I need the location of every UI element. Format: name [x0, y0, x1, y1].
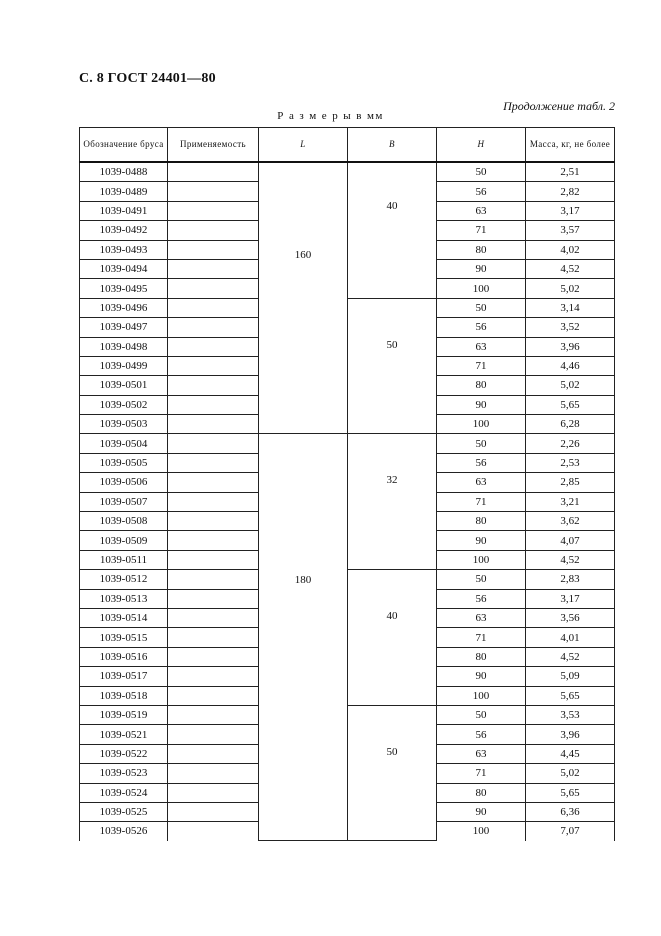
column-header-L: L — [259, 128, 348, 163]
cell-code: 1039-0504 — [80, 434, 168, 453]
cell-mass: 5,02 — [526, 376, 615, 395]
cell-applicability — [168, 783, 259, 802]
cell-mass: 2,85 — [526, 473, 615, 492]
cell-applicability — [168, 279, 259, 298]
continuation-note: Продолжение табл. 2 — [503, 99, 615, 113]
cell-code: 1039-0524 — [80, 783, 168, 802]
cell-L — [259, 162, 348, 434]
cell-H: 90 — [437, 395, 526, 414]
cell-mass: 3,56 — [526, 608, 615, 627]
cell-mass: 5,02 — [526, 764, 615, 783]
cell-mass: 5,02 — [526, 279, 615, 298]
cell-B-value: 50 — [386, 745, 398, 758]
cell-H: 100 — [437, 686, 526, 705]
cell-B — [348, 570, 437, 706]
cell-H: 80 — [437, 512, 526, 531]
cell-code: 1039-0525 — [80, 802, 168, 821]
cell-H: 80 — [437, 647, 526, 666]
cell-H: 56 — [437, 589, 526, 608]
cell-applicability — [168, 376, 259, 395]
cell-applicability — [168, 686, 259, 705]
cell-H: 100 — [437, 415, 526, 434]
cell-mass: 3,17 — [526, 589, 615, 608]
cell-L-value: 180 — [294, 574, 312, 587]
cell-applicability — [168, 744, 259, 763]
cell-L — [259, 434, 348, 841]
cell-H: 63 — [437, 608, 526, 627]
cell-applicability — [168, 453, 259, 472]
cell-mass: 3,52 — [526, 318, 615, 337]
cell-code: 1039-0508 — [80, 512, 168, 531]
cell-applicability — [168, 667, 259, 686]
cell-applicability — [168, 764, 259, 783]
cell-B — [348, 162, 437, 298]
cell-H: 71 — [437, 356, 526, 375]
cell-code: 1039-0518 — [80, 686, 168, 705]
column-header-code: Обозначение бруса — [80, 128, 168, 163]
cell-code: 1039-0498 — [80, 337, 168, 356]
cell-mass: 6,36 — [526, 802, 615, 821]
cell-mass: 2,53 — [526, 453, 615, 472]
cell-code: 1039-0522 — [80, 744, 168, 763]
cell-applicability — [168, 550, 259, 569]
cell-H: 80 — [437, 783, 526, 802]
cell-mass: 5,65 — [526, 395, 615, 414]
cell-applicability — [168, 512, 259, 531]
cell-B-value: 40 — [386, 200, 398, 212]
cell-applicability — [168, 725, 259, 744]
cell-H: 71 — [437, 492, 526, 511]
cell-H: 90 — [437, 259, 526, 278]
cell-H: 50 — [437, 705, 526, 724]
cell-code: 1039-0506 — [80, 473, 168, 492]
cell-applicability — [168, 221, 259, 240]
column-header-H: H — [437, 128, 526, 163]
cell-applicability — [168, 589, 259, 608]
cell-mass: 3,57 — [526, 221, 615, 240]
table-body — [80, 162, 615, 841]
cell-code: 1039-0497 — [80, 318, 168, 337]
cell-applicability — [168, 259, 259, 278]
cell-B-value: 32 — [386, 474, 398, 487]
cell-applicability — [168, 802, 259, 821]
cell-code: 1039-0502 — [80, 395, 168, 414]
cell-applicability — [168, 337, 259, 356]
cell-mass: 4,46 — [526, 356, 615, 375]
cell-mass: 5,65 — [526, 783, 615, 802]
cell-code: 1039-0507 — [80, 492, 168, 511]
cell-code: 1039-0496 — [80, 298, 168, 317]
cell-mass: 6,28 — [526, 415, 615, 434]
cell-mass: 4,01 — [526, 628, 615, 647]
table-row — [80, 705, 615, 724]
cell-H: 63 — [437, 337, 526, 356]
cell-applicability — [168, 628, 259, 647]
cell-H: 63 — [437, 473, 526, 492]
cell-mass: 3,96 — [526, 725, 615, 744]
cell-B-value: 40 — [386, 610, 398, 623]
cell-H: 90 — [437, 531, 526, 550]
cell-mass: 3,21 — [526, 492, 615, 511]
cell-code: 1039-0489 — [80, 182, 168, 201]
cell-mass: 4,52 — [526, 259, 615, 278]
cell-applicability — [168, 318, 259, 337]
column-header-mass: Масса, кг, не более — [526, 128, 615, 163]
cell-H: 56 — [437, 182, 526, 201]
cell-code: 1039-0521 — [80, 725, 168, 744]
table-header-row — [80, 128, 615, 163]
cell-mass: 5,09 — [526, 667, 615, 686]
cell-applicability — [168, 822, 259, 841]
cell-H: 50 — [437, 434, 526, 453]
cell-applicability — [168, 182, 259, 201]
cell-code: 1039-0495 — [80, 279, 168, 298]
cell-code: 1039-0499 — [80, 356, 168, 375]
cell-mass: 3,96 — [526, 337, 615, 356]
cell-H: 56 — [437, 725, 526, 744]
table-row — [80, 434, 615, 453]
cell-mass: 2,83 — [526, 570, 615, 589]
cell-H: 100 — [437, 279, 526, 298]
cell-mass: 2,26 — [526, 434, 615, 453]
specification-table — [79, 127, 615, 841]
cell-code: 1039-0519 — [80, 705, 168, 724]
cell-code: 1039-0512 — [80, 570, 168, 589]
cell-code: 1039-0513 — [80, 589, 168, 608]
cell-H: 50 — [437, 162, 526, 182]
table-row — [80, 570, 615, 589]
page-title: С. 8 ГОСТ 24401—80 — [79, 71, 216, 86]
column-header-B: B — [348, 128, 437, 163]
cell-code: 1039-0516 — [80, 647, 168, 666]
cell-B-value: 50 — [386, 338, 398, 351]
cell-mass: 3,14 — [526, 298, 615, 317]
cell-code: 1039-0492 — [80, 221, 168, 240]
table-row — [80, 298, 615, 317]
cell-applicability — [168, 647, 259, 666]
cell-applicability — [168, 415, 259, 434]
cell-code: 1039-0511 — [80, 550, 168, 569]
cell-H: 90 — [437, 802, 526, 821]
cell-H: 90 — [437, 667, 526, 686]
cell-H: 71 — [437, 764, 526, 783]
cell-code: 1039-0493 — [80, 240, 168, 259]
cell-applicability — [168, 240, 259, 259]
cell-applicability — [168, 705, 259, 724]
cell-B — [348, 298, 437, 434]
cell-mass: 4,07 — [526, 531, 615, 550]
cell-H: 80 — [437, 240, 526, 259]
cell-applicability — [168, 473, 259, 492]
column-header-applicability: Применяемость — [168, 128, 259, 163]
cell-applicability — [168, 531, 259, 550]
cell-code: 1039-0523 — [80, 764, 168, 783]
cell-applicability — [168, 434, 259, 453]
cell-code: 1039-0501 — [80, 376, 168, 395]
cell-H: 100 — [437, 822, 526, 841]
cell-H: 63 — [437, 201, 526, 220]
cell-B — [348, 434, 437, 570]
cell-mass: 3,62 — [526, 512, 615, 531]
cell-H: 100 — [437, 550, 526, 569]
dimensions-note: Р а з м е р ы в мм — [277, 110, 384, 122]
cell-code: 1039-0526 — [80, 822, 168, 841]
cell-applicability — [168, 608, 259, 627]
cell-code: 1039-0505 — [80, 453, 168, 472]
cell-code: 1039-0503 — [80, 415, 168, 434]
cell-applicability — [168, 201, 259, 220]
cell-applicability — [168, 492, 259, 511]
cell-code: 1039-0515 — [80, 628, 168, 647]
cell-code: 1039-0488 — [80, 162, 168, 182]
cell-mass: 3,53 — [526, 705, 615, 724]
cell-H: 63 — [437, 744, 526, 763]
cell-H: 71 — [437, 628, 526, 647]
cell-mass: 7,07 — [526, 822, 615, 841]
cell-applicability — [168, 356, 259, 375]
cell-B — [348, 705, 437, 840]
cell-applicability — [168, 570, 259, 589]
cell-applicability — [168, 298, 259, 317]
cell-mass: 3,17 — [526, 201, 615, 220]
cell-L-value: 160 — [294, 249, 312, 261]
cell-code: 1039-0514 — [80, 608, 168, 627]
cell-H: 50 — [437, 298, 526, 317]
table-row — [80, 162, 615, 182]
cell-applicability — [168, 395, 259, 414]
cell-code: 1039-0509 — [80, 531, 168, 550]
cell-mass: 5,65 — [526, 686, 615, 705]
cell-H: 56 — [437, 318, 526, 337]
cell-mass: 4,52 — [526, 647, 615, 666]
cell-code: 1039-0494 — [80, 259, 168, 278]
cell-mass: 2,51 — [526, 162, 615, 182]
cell-mass: 2,82 — [526, 182, 615, 201]
cell-applicability — [168, 162, 259, 182]
cell-mass: 4,45 — [526, 744, 615, 763]
cell-H: 80 — [437, 376, 526, 395]
cell-H: 50 — [437, 570, 526, 589]
cell-code: 1039-0491 — [80, 201, 168, 220]
cell-code: 1039-0517 — [80, 667, 168, 686]
cell-mass: 4,52 — [526, 550, 615, 569]
cell-mass: 4,02 — [526, 240, 615, 259]
cell-H: 71 — [437, 221, 526, 240]
cell-H: 56 — [437, 453, 526, 472]
